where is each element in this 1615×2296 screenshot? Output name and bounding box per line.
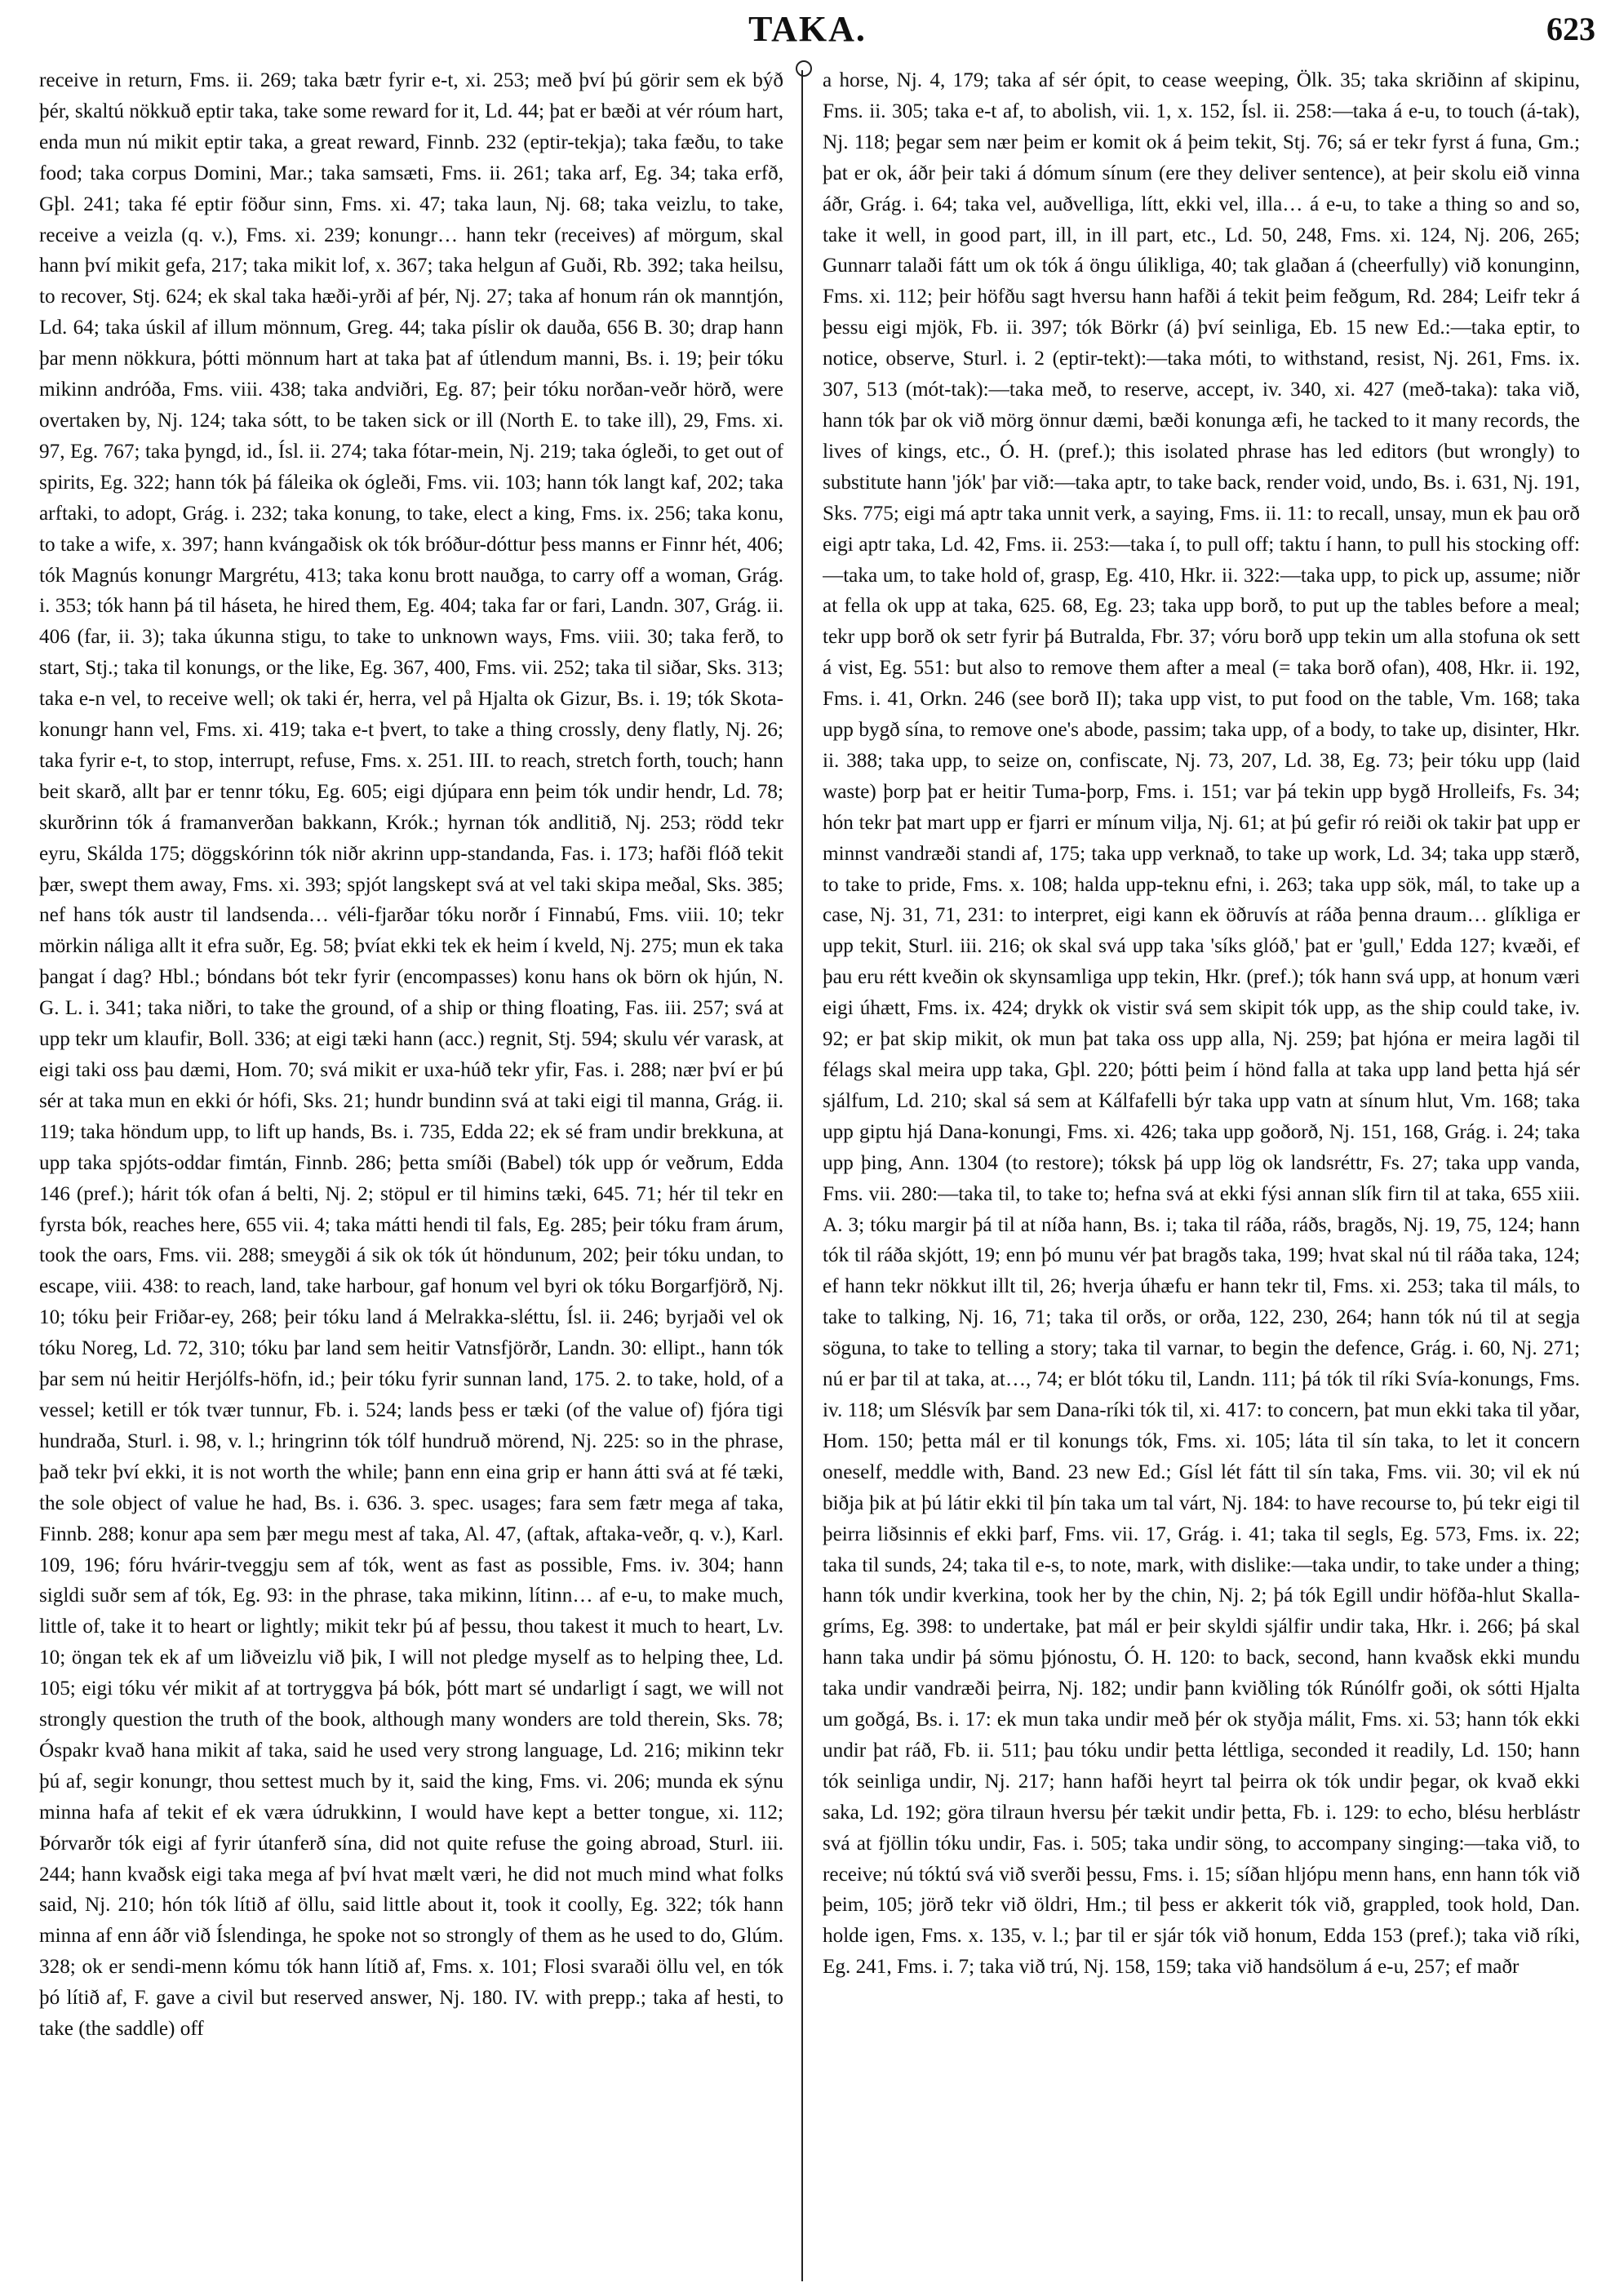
left-column bbox=[39, 65, 783, 2280]
column-divider bbox=[801, 70, 803, 2281]
right-column-text: a horse, Nj. 4, 179; taka af sér ópit, to cease weeping, Ölk. 35; taka skriðinn af skipinu, Fms. ii. 305; taka e-t af, to abolish, vii. 1, x. 152, Ísl. ii. 258:—taka á e-u, to touch (á-tak), Nj. 118; þegar sem nær þeim er komit ok á þeim tekit, Stj. 76; sá er tekr fyrst á funa, Gm.; þat er ok, áðr þeir taki á dómum sínum (ere they deliver sentence), at þeir skolu eið vinna áðr, Grág. i. 64; taka vel, auðvelliga, lítt, ekki vel, illa… á e-u, to take a thing so and so, take it well, in good part, ill, in ill part, etc., Ld. 50, 248, Fms. xi. 124, Nj. 206, 265; Gunnarr talaði fátt um ok tók á öngu úlikliga, 40; tak glaðan á (cheerfully) við konunginn, Fms. xi. 112; þeir höfðu sagt hversu hann hafði á tekit þeim feðgum, Rd. 284; Leifr tekr á þessu eigi mjök, Fb. ii. 397; tók Börkr (á) því seinliga, Eb. 15 new Ed.:—taka eptir, to notice, observe, Sturl. i. 2 (eptir-tekt):—taka móti, to withstand, resist, Nj. 261, Fms. ix. 307, 513 (mót-tak):—taka með, to reserve, accept, iv. 340, xi. 427 (með-taka): taka við, hann tók þar ok við mörg önnur dæmi, bæði konunga æfi, he tacked to it many records, the lives of kings, etc., Ó. H. (pref.); this isolated phrase has led editors (but wrongly) to substitute hann 'jók' þar við:—taka aptr, to take back, render void, undo, Bs. i. 631, Nj. 191, Sks. 775; eigi má aptr taka unnit verk, a saying, Fms. ii. 11: to recall, unsay, mun ek þau orð eigi aptr taka, Ld. 42, Fms. ii. 253:—taka í, to pull off; taktu í hann, to pull his stocking off:—taka um, to take hold of, grasp, Eg. 410, Hkr. ii. 322:—taka upp, to pick up, assume; niðr at fella ok upp at taka, 625. 68, Eg. 23; taka upp borð, to put up the tables before a meal; tekr upp borð ok setr fyrir þá Butralda, Fbr. 37; vóru borð upp tekin um alla stofuna ok sett á vist, Eg. 551: but also to remove them after a meal (= taka borð ofan), 408, Hkr. ii. 192, Fms. i. 41, Orkn. 246 (see borð II); taka upp vist, to put food on the table, Vm. 168; taka upp bygð sína, to remove one's abode, passim; taka upp, of a body, to take up, disinter, Hkr. ii. 388; taka upp, to seize on, confiscate, Nj. 73, 207, Ld. 38, Eg. 73; þeir tóku upp (laid waste) þorp þat er heitir Tuma-þorp, Fms. i. 151; var þá tekin upp bygð Hrolleifs, Fs. 34; hón tekr þat mart upp er fjarri er mínum vilja, Nj. 61; at þú gefir ró reiði ok takir þat upp er minnst vandræði standi af, 175; taka upp verknað, to take up work, Ld. 34; taka upp stærð, to take to pride, Fms. x. 108; halda upp-teknu efni, i. 263; taka upp sök, mál, to take up a case, Nj. 31, 71, 231: to interpret, eigi kann ek öðruvís at ráða þenna draum… glíkliga er upp tekit, Sturl. iii. 216; ok skal svá upp taka 'síks glóð,' þat er 'gull,' Edda 127; kvæði, ef þau eru rétt kveðin ok skynsamliga upp tekin, Hkr. (pref.); tók hann svá upp, at honum væri eigi úhætt, Fms. ix. 424; drykk ok vistir svá sem skipit tók upp, as the ship could take, iv. 92; er þat skip mikit, ok mun þat taka oss upp alla, Nj. 259; þat hjóna er meira lagði til félags skal meira upp taka, Gþl. 220; þótti þeim í hönd falla at taka upp land þetta hjá sér sjálfum, Ld. 210; skal sá sem at Kálfafelli býr taka upp vatn at sínum hlut, Vm. 168; taka upp giptu hjá Dana-konungi, Fms. xi. 426; taka upp goðorð, Nj. 151, 168, Grág. i. 24; taka upp þing, Ann. 1304 (to restore); tóksk þá upp lög ok landsréttr, Fs. 27; taka upp vanda, Fms. vii. 280:—taka til, to take to; hefna svá at ekki fýsi annan slík firn til at taka, 655 xiii. A. 3; tóku margir þá til at níða hann, Bs. i; taka til ráða, ráðs, bragðs, Nj. 19, 75, 124; hann tók til ráða skjótt, 19; enn þó munu vér þat bragðs taka, 199; hvat skal nú til ráða taka, 124; ef hann tekr nökkut illt til, 26; hverja úhæfu er hann tekr til, Fms. xi. 253; taka til máls, to take to talking, Nj. 16, 71; taka til orðs, or orða, 122, 230, 264; hann tók nú til at segja söguna, to take to telling a story; taka til varnar, to begin the defence, Grág. i. 60, Nj. 271; nú er þar til at taka, at…, 74; er blót tóku til, Landn. 111; þá tók til ríki Svía-konungs, Fms. iv. 118; um Slésvík þar sem Dana-ríki tók til, xi. 417: to concern, þat mun ekki taka til yðar, Hom. 150; þetta mál er til konungs tók, Fms. xi. 105; láta til sín taka, to let it concern oneself, meddle with, Band. 23 new Ed.; Gísl lét fátt til sín taka, Fms. vii. 30; vil ek nú biðja þik at þú látir ekki til þín taka um tal várt, Nj. 184: to have recourse to, þú tekr eigi til þeirra liðsinnis ef ekki þarf, Fms. vii. 17, Grág. i. 41; taka til segls, Eg. 573, Fms. ix. 22; taka til sunds, 24; taka til e-s, to note, mark, with dislike:—taka undir, to take under a thing; hann tók undir kverkina, took her by the chin, Nj. 2; þá tók Egill undir höfða-hlut Skalla-gríms, Eg. 398: to undertake, þat mál er þeir skyldi sjálfir undir taka, Hkr. i. 266; þá skal hann taka undir þá sömu þjónostu, Ó. H. 120: to back, second, hann kvaðsk ekki mundu taka undir vandræði þeirra, Nj. 182; undir þann kviðling tók Rúnólfr goði, ok sótti Hjalta um goðgá, Bs. i. 17: ek mun taka undir með þér ok styðja málit, Fms. xi. 53; hann tók ekki undir þat ráð, Fb. ii. 511; þau tóku undir þetta léttliga, seconded it readily, Ld. 150; hann tók seinliga undir, Nj. 217; hann hafði heyrt tal þeirra ok tók undir þegar, ok kvað ekki saka, Ld. 192; göra tilraun hversu þér tækit undir þetta, Fb. i. 129: to echo, blésu herblástr svá at fjöllin tóku undir, Fas. i. 505; taka undir söng, to accompany singing:—taka við, to receive; nú tóktú svá við sverði þessu, Fms. i. 15; síðan hljópu menn hans, enn hann tók við þeim, 105; jörð tekr við öldri, Hm.; til þess er akkerit tók við, grappled, took hold, Dan. holde igen, Fms. x. 135, v. l.; þar til er sjár tók við honum, Edda 153 (pref.); taka við ríki, Eg. 241, Fms. i. 7; taka við trú, Nj. 158, 159; taka við handsölum á e-u, 257; ef maðr bbox=[823, 69, 1580, 1979]
running-head bbox=[0, 0, 1615, 57]
left-column-text: receive in return, Fms. ii. 269; taka bætr fyrir e-t, xi. 253; með því þú görir sem ek býð þér, skaltú nökkuð eptir taka, take some reward for it, Ld. 44; þat er bæði at vér róum hart, enda mun nú mikit eptir taka, a great reward, Finnb. 232 (eptir-tekja); taka fæðu, to take food; taka corpus Domini, Mar.; taka samsæti, Fms. ii. 261; taka arf, Eg. 34; taka erfð, Gþl. 241; taka fé eptir föður sinn, Fms. xi. 47; taka laun, Nj. 68; taka veizlu, to take, receive a veizla (q. v.), Fms. xi. 239; konungr… hann tekr (receives) af mörgum, skal hann því mikit gefa, 217; taka mikit lof, x. 367; taka helgun af Guði, Rb. 392; taka heilsu, to recover, Stj. 624; ek skal taka hæði-yrði af þér, Nj. 27; taka af honum rán ok manntjón, Ld. 64; taka úskil af illum mönnum, Greg. 44; taka píslir ok dauða, 656 B. 30; drap hann þar menn nökkura, þótti mönnum hart at taka þat af útlendum manni, Bs. i. 19; þeir tóku mikinn andróða, Fms. viii. 438; taka andviðri, Eg. 87; þeir tóku norðan-veðr hörð, were overtaken by, Nj. 124; taka sótt, to be taken sick or ill (North E. to take ill), 29, Fms. xi. 97, Eg. 767; taka þyngd, id., Ísl. ii. 274; taka fótar-mein, Nj. 219; taka ógleði, to get out of spirits, Eg. 322; hann tók þá fáleika ok ógleði, Fms. vii. 103; hann tók langt kaf, 202; taka arftaki, to adopt, Grág. i. 232; taka konung, to take, elect a king, Fms. ix. 256; taka konu, to take a wife, x. 397; hann kvángaðisk ok tók bróður-dóttur þess manns er Finnr hét, 406; tók Magnús konungr Margrétu, 413; taka konu brott nauðga, to carry off a woman, Grág. i. 353; tók hann þá til háseta, he hired them, Eg. 404; taka far or fari, Landn. 307, Grág. ii. 406 (far, ii. 3); taka úkunna stigu, to take to unknown ways, Fms. viii. 30; taka ferð, to start, Stj.; taka til konungs, or the like, Eg. 367, 400, Fms. vii. 252; taka til siðar, Sks. 313; taka e-n vel, to receive well; ok taki ér, herra, vel på Hjalta ok Gizur, Bs. i. 19; tók Skota-konungr hann vel, Fms. xi. 419; taka e-t þvert, to take a thing crossly, deny flatly, Nj. 26; taka fyrir e-t, to stop, interrupt, refuse, Fms. x. 251. III. to reach, stretch forth, touch; hann beit skarð, allt þar er tennr tóku, Eg. 605; eigi djúpara enn þeim tók undir hendr, Ld. 78; skurðrinn tók á framanverðan bakkann, Krók.; hyrnan tók andlitið, Nj. 253; rödd tekr eyru, Skálda 175; döggskórinn tók niðr akrinn upp-standanda, Fas. i. 173; hafði flóð tekit þær, swept them away, Fms. xi. 393; spjót langskept svá at vel taki skipa meðal, Sks. 385; nef hans tók austr til landsenda… véli-fjarðar tóku norðr í Finnabú, Fms. viii. 10; tekr mörkin náliga allt it efra suðr, Eg. 58; þvíat ekki tek ek heim í kveld, Nj. 275; mun ek taka þangat í dag? Hbl.; bóndans bót tekr fyrir (encompasses) konu hans ok börn ok hjún, N. G. L. i. 341; taka niðri, to take the ground, of a ship or thing floating, Fas. iii. 257; svá at upp tekr um klaufir, Boll. 336; at eigi tæki hann (acc.) regnit, Stj. 594; skulu vér varask, at eigi taki oss þau dæmi, Hom. 70; svá mikit er uxa-húð tekr yfir, Fas. i. 288; nær því er þú sér at taka mun en ekki ór hófi, Sks. 21; hundr bundinn svá at taki eigi til manna, Grág. ii. 119; taka höndum upp, to lift up hands, Bs. i. 735, Edda 22; ek sé fram undir brekkuna, at upp taka spjóts-oddar fimtán, Finnb. 286; þetta smíði (Babel) tók upp ór veðrum, Edda 146 (pref.); hárit tók ofan á belti, Nj. 2; stöpul er til himins tæki, 645. 71; hér til tekr en fyrsta bók, reaches here, 655 vii. 4; taka mátti hendi til fals, Eg. 285; þeir tóku fram árum, took the oars, Fms. vii. 288; smeygði á sik ok tók út höndunum, 202; þeir tóku undan, to escape, viii. 438: to reach, land, take harbour, gaf honum vel byri ok tóku Borgarfjörð, Nj. 10; tóku þeir Friðar-ey, 268; þeir tóku land á Melrakka-sléttu, Ísl. ii. 246; byrjaði vel ok tóku Noreg, Ld. 72, 310; tóku þar land sem heitir Vatnsfjörðr, Landn. 30: ellipt., hann tók þar sem nú heitir Herjólfs-höfn, id.; þeir tóku fyrir sunnan land, 175. 2. to take, hold, of a vessel; ketill er tók tvær tunnur, Fb. i. 524; lands þess er tæki (of the value of) fjóra tigi hundraða, Sturl. i. 98, v. l.; hringrinn tók tólf hundruð mörend, Nj. 225: so in the phrase, það tekr því ekki, it is not worth the while; þann enn eina grip er hann átti svá at fé tæki, the sole object of value he had, Bs. i. 636. 3. spec. usages; fara sem fætr mega af taka, Finnb. 288; konur apa sem þær megu mest af taka, Al. 47, (aftak, aftaka-veðr, q. v.), Karl. 109, 196; fóru hvárir-tveggju sem af tók, went as fast as possible, Fms. iv. 304; hann sigldi suðr sem af tók, Eg. 93: in the phrase, taka mikinn, lítinn… af e-u, to make much, little of, take it to heart or lightly; mikit tekr þú af þessu, thou takest it much to heart, Lv. 10; öngan tek ek af um liðveizlu við þik, I will not pledge myself as to helping thee, Ld. 105; eigi tóku vér mikit af at tortryggva þá bók, þótt mart sé undarligt í sagt, we will not strongly question the truth of the book, although many wonders are told therein, Sks. 78; Óspakr kvað hana mikit af taka, said he used very strong language, Ld. 216; mikinn tekr þú af, segir konungr, thou settest much by it, said the king, Fms. vi. 206; munda ek sýnu minna hafa af tekit ef ek væra údrukkinn, I would have kept a better tongue, xi. 112; Þórvarðr tók eigi af fyrir útanferð sína, did not quite refuse the going abroad, Sturl. iii. 244; hann kvaðsk eigi taka mega af því hvat mælt væri, he did not much mind what folks said, Nj. 210; hón tók lítið af öllu, said little about it, took it coolly, Eg. 322; tók hann minna af enn áðr við Íslendinga, he spoke not so strongly of them as he used to do, Glúm. 328; ok er sendi-menn kómu tók hann lítið af, Fms. x. 101; Flosi svaraði öllu vel, en tók þó lítið af, F. gave a civil but reserved answer, Nj. 180. IV. with prepp.; taka af hesti, to take (the saddle) off bbox=[39, 69, 783, 2041]
page-title: TAKA. bbox=[748, 9, 867, 49]
right-column bbox=[823, 65, 1580, 2280]
column-divider-ornament bbox=[796, 60, 812, 77]
page-number: 623 bbox=[1546, 11, 1595, 47]
